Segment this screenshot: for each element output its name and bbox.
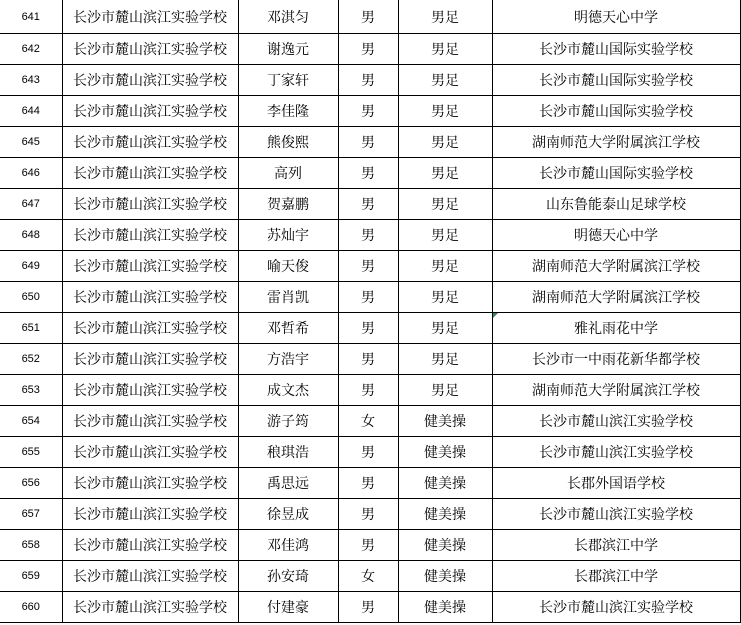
row-number-cell[interactable]: 642 [0,34,62,65]
event-cell[interactable]: 男足 [398,65,492,96]
gender-cell[interactable]: 男 [338,158,398,189]
table-row [0,313,740,344]
gender-cell[interactable]: 男 [338,375,398,406]
unit-cell[interactable]: 长沙市麓山滨江实验学校 [62,592,238,623]
table-row [0,561,740,592]
school-cell[interactable]: 湖南师范大学附属滨江学校 [492,282,740,313]
event-cell[interactable]: 男足 [398,251,492,282]
event-cell[interactable]: 男足 [398,375,492,406]
name-cell[interactable]: 邓哲希 [238,313,338,344]
row-number-cell[interactable]: 645 [0,127,62,158]
name-cell[interactable]: 禹思远 [238,468,338,499]
table-row [0,189,740,220]
school-cell[interactable]: 长郡外国语学校 [492,468,740,499]
table-row [0,344,740,375]
name-cell[interactable]: 苏灿宇 [238,220,338,251]
row-number-cell[interactable]: 641 [0,0,62,34]
name-cell[interactable]: 贺嘉鹏 [238,189,338,220]
row-number-cell[interactable]: 660 [0,592,62,623]
table-row [0,34,740,65]
row-number-cell[interactable]: 652 [0,344,62,375]
school-cell[interactable]: 雅礼雨花中学 [492,313,740,344]
event-cell[interactable]: 男足 [398,313,492,344]
row-number-cell[interactable]: 647 [0,189,62,220]
gender-cell[interactable]: 男 [338,96,398,127]
name-cell[interactable]: 谢逸元 [238,34,338,65]
unit-cell[interactable]: 长沙市麓山滨江实验学校 [62,375,238,406]
unit-cell[interactable]: 长沙市麓山滨江实验学校 [62,34,238,65]
name-cell[interactable]: 游子筠 [238,406,338,437]
school-cell[interactable]: 长沙市麓山滨江实验学校 [492,499,740,530]
school-cell[interactable]: 湖南师范大学附属滨江学校 [492,127,740,158]
row-number-cell[interactable]: 649 [0,251,62,282]
row-number-cell[interactable]: 653 [0,375,62,406]
table-row [0,406,740,437]
unit-cell[interactable]: 长沙市麓山滨江实验学校 [62,0,238,34]
school-cell[interactable]: 长郡滨江中学 [492,530,740,561]
school-cell[interactable]: 长沙市麓山国际实验学校 [492,96,740,127]
table-row [0,65,740,96]
gender-cell[interactable]: 男 [338,220,398,251]
event-cell[interactable]: 男足 [398,344,492,375]
event-cell[interactable]: 男足 [398,127,492,158]
name-cell[interactable]: 雷肖凯 [238,282,338,313]
name-cell[interactable]: 付建豪 [238,592,338,623]
event-cell[interactable]: 男足 [398,189,492,220]
event-cell[interactable]: 健美操 [398,592,492,623]
gender-cell[interactable]: 男 [338,127,398,158]
row-number-cell[interactable]: 644 [0,96,62,127]
event-cell[interactable]: 健美操 [398,499,492,530]
school-cell[interactable]: 长沙市一中雨花新华都学校 [492,344,740,375]
unit-cell[interactable]: 长沙市麓山滨江实验学校 [62,158,238,189]
table-row [0,251,740,282]
table-row [0,530,740,561]
gender-cell[interactable]: 女 [338,406,398,437]
name-cell[interactable]: 喻天俊 [238,251,338,282]
school-cell[interactable]: 长沙市麓山滨江实验学校 [492,406,740,437]
cell-comment-marker [493,313,498,318]
unit-cell[interactable]: 长沙市麓山滨江实验学校 [62,313,238,344]
unit-cell[interactable]: 长沙市麓山滨江实验学校 [62,96,238,127]
gender-cell[interactable]: 女 [338,561,398,592]
table-row [0,375,740,406]
unit-cell[interactable]: 长沙市麓山滨江实验学校 [62,499,238,530]
row-number-cell[interactable]: 655 [0,437,62,468]
row-number-cell[interactable]: 648 [0,220,62,251]
name-cell[interactable]: 徐昱成 [238,499,338,530]
gender-cell[interactable]: 男 [338,189,398,220]
school-cell[interactable]: 长沙市麓山滨江实验学校 [492,437,740,468]
table-row [0,158,740,189]
table-row [0,96,740,127]
school-cell[interactable]: 长沙市麓山国际实验学校 [492,34,740,65]
school-cell[interactable]: 长沙市麓山国际实验学校 [492,65,740,96]
unit-cell[interactable]: 长沙市麓山滨江实验学校 [62,437,238,468]
school-cell[interactable]: 长沙市麓山滨江实验学校 [492,592,740,623]
school-cell[interactable]: 明德天心中学 [492,0,740,34]
table-row [0,220,740,251]
table-row [0,499,740,530]
row-number-cell[interactable]: 658 [0,530,62,561]
name-cell[interactable]: 熊俊熙 [238,127,338,158]
row-number-cell[interactable]: 657 [0,499,62,530]
school-cell[interactable]: 湖南师范大学附属滨江学校 [492,375,740,406]
unit-cell[interactable]: 长沙市麓山滨江实验学校 [62,530,238,561]
name-cell[interactable]: 李佳隆 [238,96,338,127]
school-cell[interactable]: 湖南师范大学附属滨江学校 [492,251,740,282]
row-number-cell[interactable]: 656 [0,468,62,499]
gender-cell[interactable]: 男 [338,251,398,282]
gender-cell[interactable]: 男 [338,282,398,313]
name-cell[interactable]: 孙安琦 [238,561,338,592]
table-row [0,282,740,313]
unit-cell[interactable]: 长沙市麓山滨江实验学校 [62,468,238,499]
event-cell[interactable]: 健美操 [398,468,492,499]
row-number-cell[interactable]: 654 [0,406,62,437]
table-row [0,437,740,468]
event-cell[interactable]: 健美操 [398,406,492,437]
unit-cell[interactable]: 长沙市麓山滨江实验学校 [62,344,238,375]
event-cell[interactable]: 男足 [398,0,492,34]
name-cell[interactable]: 高列 [238,158,338,189]
gender-cell[interactable]: 男 [338,0,398,34]
event-cell[interactable]: 健美操 [398,561,492,592]
gender-cell[interactable]: 男 [338,65,398,96]
name-cell[interactable]: 丁家轩 [238,65,338,96]
gender-cell[interactable]: 男 [338,592,398,623]
event-cell[interactable]: 男足 [398,282,492,313]
school-cell[interactable]: 明德天心中学 [492,220,740,251]
unit-cell[interactable]: 长沙市麓山滨江实验学校 [62,127,238,158]
row-number-cell[interactable]: 646 [0,158,62,189]
name-cell[interactable]: 邓佳鸿 [238,530,338,561]
table-row [0,468,740,499]
row-number-cell[interactable]: 651 [0,313,62,344]
row-number-cell[interactable]: 643 [0,65,62,96]
school-cell[interactable]: 长郡滨江中学 [492,561,740,592]
event-cell[interactable]: 男足 [398,34,492,65]
name-cell[interactable]: 成文杰 [238,375,338,406]
gender-cell[interactable]: 男 [338,499,398,530]
unit-cell[interactable]: 长沙市麓山滨江实验学校 [62,561,238,592]
gender-cell[interactable]: 男 [338,530,398,561]
event-cell[interactable]: 健美操 [398,437,492,468]
gender-cell[interactable]: 男 [338,344,398,375]
table-row [0,592,740,623]
gender-cell[interactable]: 男 [338,34,398,65]
unit-cell[interactable]: 长沙市麓山滨江实验学校 [62,282,238,313]
row-number-cell[interactable]: 650 [0,282,62,313]
gender-cell[interactable]: 男 [338,313,398,344]
unit-cell[interactable]: 长沙市麓山滨江实验学校 [62,251,238,282]
row-number-cell[interactable]: 659 [0,561,62,592]
school-cell[interactable]: 山东鲁能泰山足球学校 [492,189,740,220]
table-row [0,0,740,34]
name-cell[interactable]: 邓淇匀 [238,0,338,34]
name-cell[interactable]: 稂琪浩 [238,437,338,468]
table-row [0,127,740,158]
gender-cell[interactable]: 男 [338,437,398,468]
gender-cell[interactable]: 男 [338,468,398,499]
unit-cell[interactable]: 长沙市麓山滨江实验学校 [62,406,238,437]
unit-cell[interactable]: 长沙市麓山滨江实验学校 [62,65,238,96]
event-cell[interactable]: 男足 [398,158,492,189]
school-cell[interactable]: 长沙市麓山国际实验学校 [492,158,740,189]
event-cell[interactable]: 男足 [398,96,492,127]
unit-cell[interactable]: 长沙市麓山滨江实验学校 [62,220,238,251]
event-cell[interactable]: 健美操 [398,530,492,561]
event-cell[interactable]: 男足 [398,220,492,251]
unit-cell[interactable]: 长沙市麓山滨江实验学校 [62,189,238,220]
name-cell[interactable]: 方浩宇 [238,344,338,375]
